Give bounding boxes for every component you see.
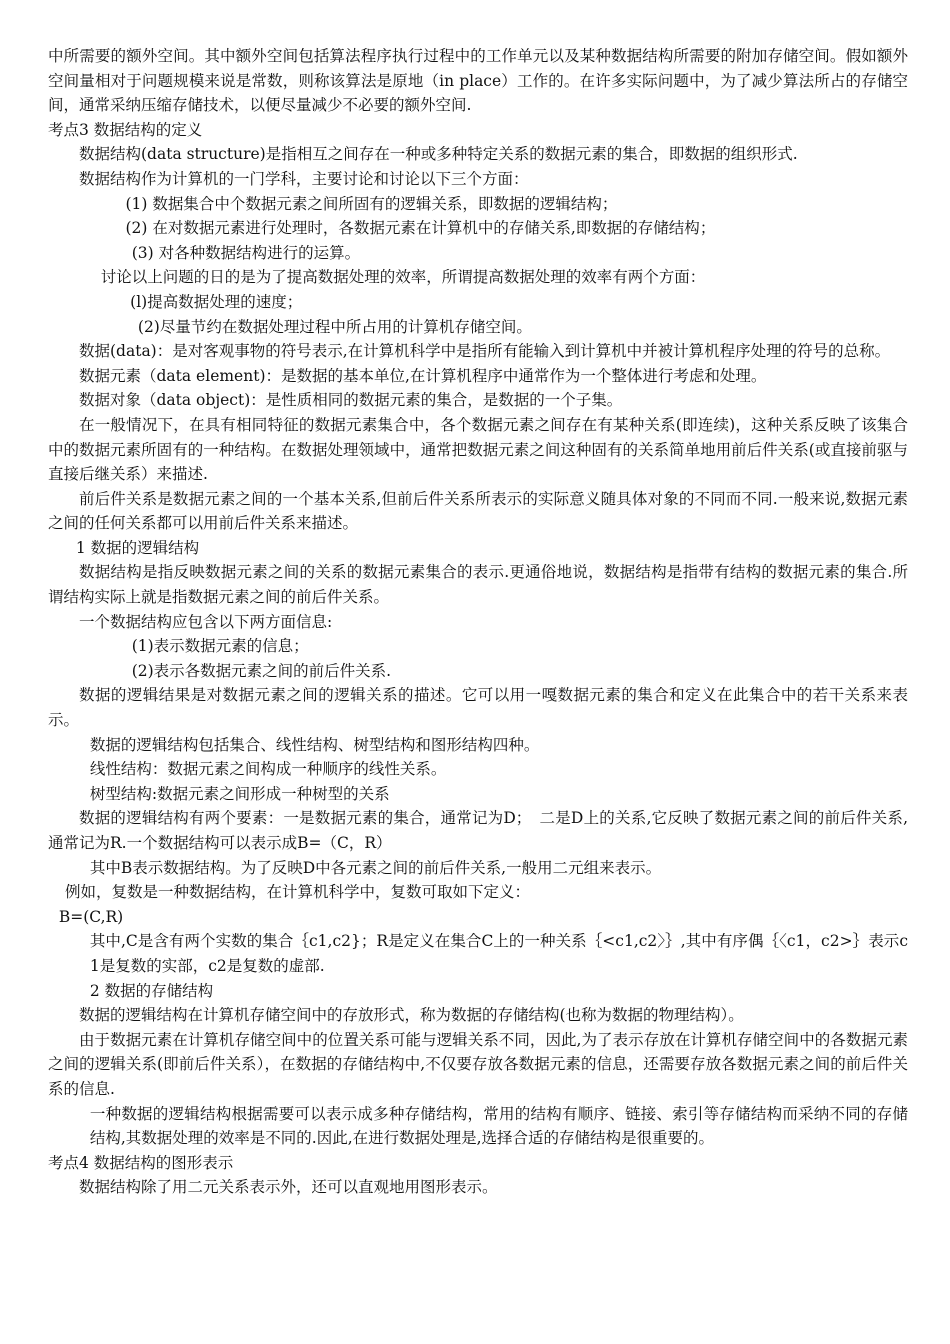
paragraph-four-types: 数据的逻辑结构包括集合、线性结构、树型结构和图形结构四种。 [89,735,540,754]
paragraph-general-case: 在一般情况下，在具有相同特征的数据元素集合中，各个数据元素之间存在有某种关系(即连续)，这种关系反映了该集合中的数据元素所固有的一种结构。在数据处理领域中，通常把数据元素之间这种固有的关系简单地用前后件关系(或直接前驱与直接后继关系）来描述. [48,415,908,484]
list-item-storage: (2) 在对数据元素进行处理时，各数据元素在计算机中的存储关系,即数据的存储结构； [125,219,716,238]
paragraph-three-aspects: 数据结构作为计算机的一门学科，主要讨论和讨论以下三个方面： [79,169,529,188]
paragraph-storage-types: 一种数据的逻辑结构根据需要可以表示成多种存储结构，常用的结构有顺序、链接、索引等存储结构而采纳不同的存储结构,其数据处理的效率是不同的.因此,在进行数据处理是,选择合适的存储结构是很重要的。 [89,1104,908,1148]
section-heading-4: 考点4 数据结构的图形表示 [48,1153,234,1172]
list-item-operations: (3) 对各种数据结构进行的运算。 [131,243,361,262]
paragraph-data-object: 数据对象（data object)：是性质相同的数据元素的集合，是数据的一个子集。 [79,391,623,410]
paragraph-graphic: 数据结构除了用二元关系表示外，还可以直观地用图形表示。 [79,1178,498,1197]
subsection-heading-logical: 1 数据的逻辑结构 [75,538,200,557]
paragraph-predecessor-successor: 前后件关系是数据元素之间的一个基本关系,但前后件关系所表示的实际意义随具体对象的不同而不同.一般来说,数据元素之间的任何关系都可以用前后件关系来描述。 [48,489,908,533]
paragraph-storage-reason: 由于数据元素在计算机存储空间中的位置关系可能与逻辑关系不同，因此,为了表示存放在计算机存储空间中的各数据元素之间的逻辑关系(即前后件关系），在数据的存储结构中,不仅要存放各数据元素的信息，还需要存放各数据元素之间的前后件关系的信息. [48,1030,908,1098]
list-item-logical: (1) 数据集合中个数据元素之间所固有的逻辑关系，即数据的逻辑结构； [125,194,618,213]
list-item-speed: (l)提高数据处理的速度； [130,292,303,311]
subsection-heading-storage: 2 数据的存储结构 [89,981,214,1000]
paragraph-two-aspects: 一个数据结构应包含以下两方面信息: [79,612,333,631]
paragraph-data-element: 数据元素（data element)：是数据的基本单位,在计算机程序中通常作为一个整体进行考虑和处理。 [79,366,767,385]
paragraph-linear: 线性结构：数据元素之间构成一种顺序的线性关系。 [89,760,447,779]
list-item-relation-info: (2)表示各数据元素之间的前后件关系. [131,661,392,680]
paragraph-two-elements: 数据的逻辑结构有两个要素：一是数据元素的集合，通常记为D； 二是D上的关系,它反映了数据元素之间的前后件关系,通常记为R.一个数据结构可以表示成B=（C，R） [48,809,908,852]
paragraph-b-meaning: 其中B表示数据结构。为了反映D中各元素之间的前后件关系,一般用二元组来表示。 [89,858,662,877]
paragraph-definition: 数据结构(data structure)是指相互之间存在一种或多种特定关系的数据元素的集合，即数据的组织形式. [79,145,798,164]
formula-b: B=(C,R) [58,907,124,926]
paragraph-extra-space: 中所需要的额外空间。其中额外空间包括算法程序执行过程中的工作单元以及某种数据结构所需要的附加存储空间。假如额外空间量相对于问题规模来说是常数，则称该算法是原地（in place）工作的。在许多实际问题中，为了减少算法所占的存储空间，通常采纳压缩存储技术，以便尽量减少不必要的额外空间. [48,47,908,115]
paragraph-example: 例如，复数是一种数据结构，在计算机科学中，复数可取如下定义： [65,883,531,902]
paragraph-tree: 树型结构:数据元素之间形成一种树型的关系 [89,784,390,803]
paragraph-data: 数据(data)：是对客观事物的符号表示,在计算机科学中是指所有能输入到计算机中并被计算机程序处理的符号的总称。 [79,342,891,361]
paragraph-storage-def: 数据的逻辑结构在计算机存储空间中的存放形式，称为数据的存储结构(也称为数据的物理结构）。 [79,1006,744,1025]
list-item-space: (2)尽量节约在数据处理过程中所占用的计算机存储空间。 [137,317,532,336]
paragraph-purpose: 讨论以上问题的日的是为了提高数据处理的效率，所谓提高数据处理的效率有两个方面： [100,268,706,287]
paragraph-logical-result: 数据的逻辑结果是对数据元素之间的逻辑关系的描述。它可以用一嘎数据元素的集合和定义在此集合中的若干关系来表示。 [48,686,908,730]
list-item-element-info: (1)表示数据元素的信息； [131,637,309,656]
paragraph-structure-meaning: 数据结构是指反映数据元素之间的关系的数据元素集合的表示.更通俗地说，数据结构是指带有结构的数据元素的集合.所谓结构实际上就是指数据元素之间的前后件关系。 [48,563,908,607]
section-heading-3: 考点3 数据结构的定义 [48,120,203,139]
paragraph-complex-def: 其中,C是含有两个实数的集合｛c1,c2}；R是定义在集合C上的一种关系｛<c1,c2〉｝,其中有序偶｛〈c1，c2>｝表示c1是复数的实部，c2是复数的虚部. [89,932,908,975]
